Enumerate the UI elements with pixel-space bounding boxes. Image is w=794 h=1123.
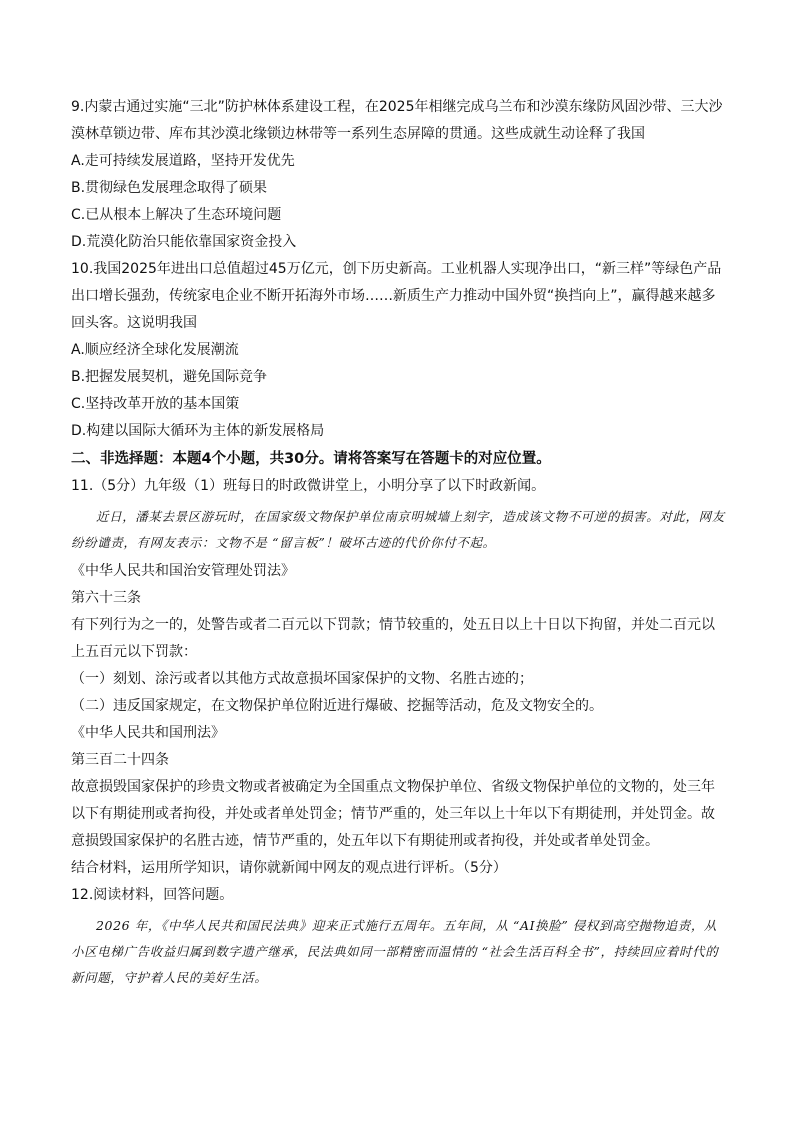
section-heading: 二、非选择题：本题4个小题，共30分。请将答案写在答题卡的对应位置。 — [71, 451, 551, 467]
law2-text: 故意损毁国家保护的珍贵文物或者被确定为全国重点文物保护单位、省级文物保护单位的文物的，处三年以下有期徒刑或者拘役，并处或者单处罚金；情节严重的，处三年以上十年以下有期徒刑，并处罚金。故意损毁国家保护的名胜古迹，情节严重的，处五年以下有期徒刑或者拘役，并处或者单处罚金。 — [71, 779, 715, 849]
question-9-option-b: B.贯彻绿色发展理念取得了硕果 — [71, 180, 268, 196]
question-10-option-d: D.构建以国际大循环为主体的新发展格局 — [71, 423, 325, 439]
question-12 — [71, 882, 727, 991]
page-content — [71, 94, 727, 993]
question-9-option-c: C.已从根本上解决了生态环境问题 — [71, 207, 282, 223]
question-11-intro: 11.（5分）九年级（1）班每日的时政微讲堂上，小明分享了以下时政新闻。 — [71, 478, 546, 494]
question-11 — [71, 473, 727, 882]
question-9-stem: 9.内蒙古通过实施“三北”防护林体系建设工程，在2025年相继完成乌兰布和沙漠东缘防风固沙带、三大沙漠林草锁边带、库布其沙漠北缘锁边林带等一系列生态屏障的贯通。这些成就生动诠释了我国 — [71, 99, 723, 142]
news-quote: 近日，潘某去景区游玩时，在国家级文物保护单位南京明城墙上刻字，造成该文物不可逆的损害。对此，网友纷纷谴责，有网友表示：文物不是 “留言板”！破坏古迹的代价你付不起。 — [71, 509, 725, 550]
question-11-task: 结合材料，运用所学知识，请你就新闻中网友的观点进行评析。（5分） — [71, 860, 507, 876]
question-9 — [71, 94, 727, 256]
law1-text: 有下列行为之一的，处警告或者二百元以下罚款；情节较重的，处五日以上十日以下拘留，并处二百元以上五百元以下罚款： — [71, 617, 715, 660]
question-10-option-c: C.坚持改革开放的基本国策 — [71, 396, 240, 412]
question-9-option-a: A.走可持续发展道路，坚持开发优先 — [71, 153, 295, 169]
question-9-option-d: D.荒漠化防治只能依靠国家资金投入 — [71, 234, 297, 250]
question-10-option-b: B.把握发展契机，避免国际竞争 — [71, 369, 268, 385]
law1-article: 第六十三条 — [71, 590, 141, 606]
law1-title: 《中华人民共和国治安管理处罚法》 — [71, 563, 295, 579]
question-10-option-a: A.顺应经济全球化发展潮流 — [71, 342, 239, 358]
law1-item-1: （一）刻划、涂污或者以其他方式故意损坏国家保护的文物、名胜古迹的； — [71, 671, 533, 687]
law2-article: 第三百二十四条 — [71, 752, 169, 768]
question-12-intro: 12.阅读材料，回答问题。 — [71, 887, 234, 903]
question-10-stem: 10.我国2025年进出口总值超过45万亿元，创下历史新高。工业机器人实现净出口，“新三样”等绿色产品出口增长强劲，传统家电企业不断开拓海外市场……新质生产力推动中国外贸“换挡向上”，赢得越来越多回头客。这说明我国 — [71, 261, 722, 331]
law2-title: 《中华人民共和国刑法》 — [71, 725, 225, 741]
question-10 — [71, 256, 727, 445]
law1-item-2: （二）违反国家规定，在文物保护单位附近进行爆破、挖掘等活动，危及文物安全的。 — [71, 698, 603, 714]
civil-code-material: 2026 年，《中华人民共和国民法典》迎来正式施行五周年。五年间，从 “AI换脸” 侵权到高空抛物追责，从小区电梯广告收益归属到数字遗产继承，民法典如同一部精密而温情的 “社会生活百科全书”，持续回应着时代的新问题，守护着人民的美好生活。 — [71, 918, 719, 985]
